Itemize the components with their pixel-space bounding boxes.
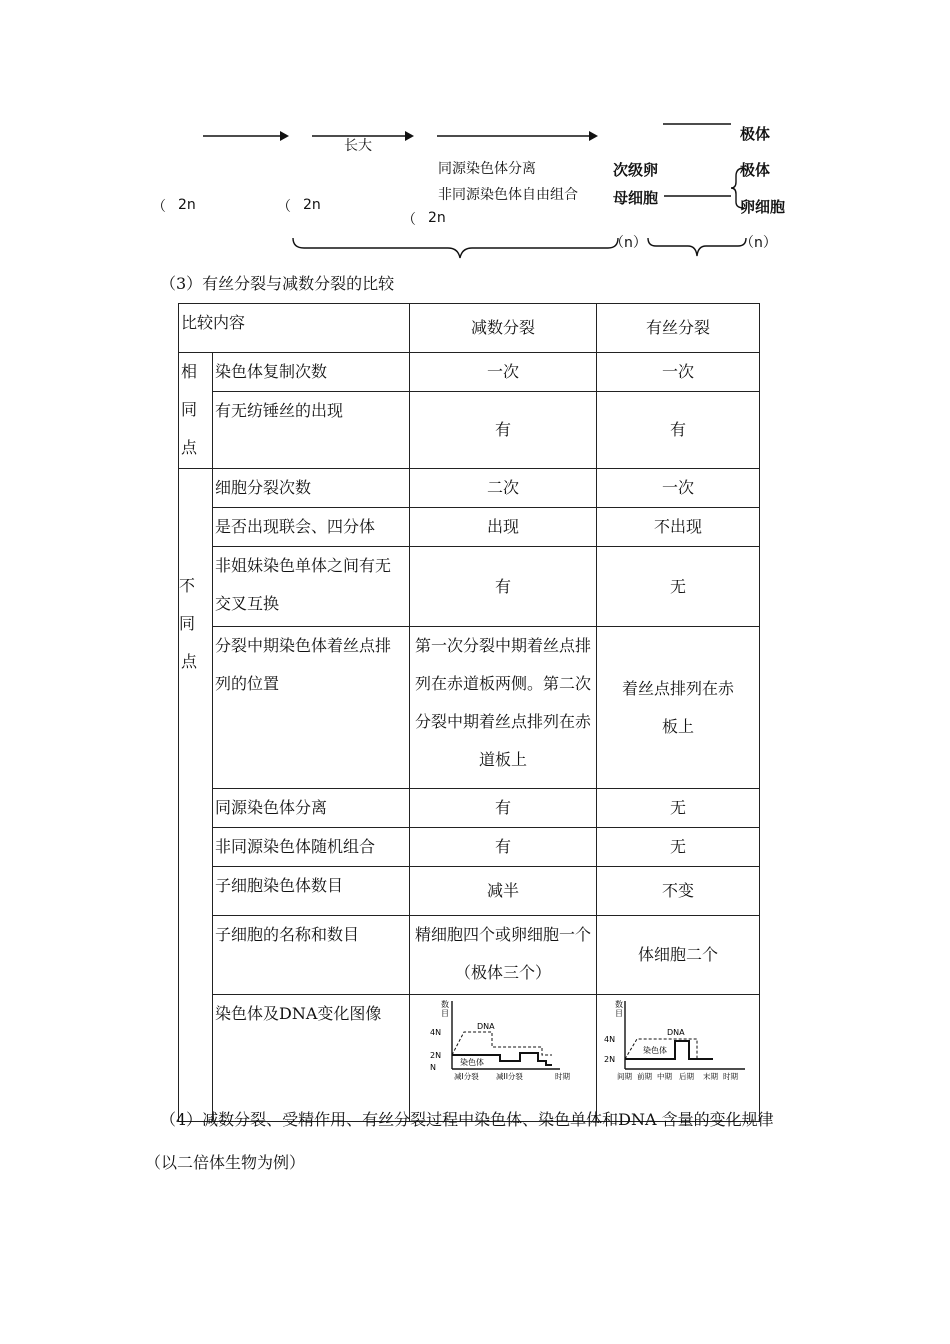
- label-polar-body-top: 极体: [740, 125, 771, 143]
- dna-series-line: [625, 1039, 713, 1059]
- row-meiosis-line3: 分裂中期着丝点排列在赤: [415, 712, 592, 731]
- label-grow: 长大: [344, 138, 372, 154]
- row-mitosis: 有: [597, 392, 760, 469]
- table-row: [179, 392, 760, 469]
- y-axis-label: 目: [615, 1009, 624, 1018]
- group-same: [179, 353, 213, 469]
- row-mitosis: 不变: [597, 867, 760, 916]
- diagram-lines: [0, 0, 950, 270]
- row-item: [213, 547, 410, 627]
- row-mitosis: 不出现: [597, 508, 760, 547]
- brace-bottom-left: [293, 238, 618, 258]
- group-diff-1: 不同: [179, 576, 196, 633]
- row-meiosis-line2: （极体三个）: [455, 963, 552, 982]
- mitosis-chart-cell: [597, 995, 760, 1122]
- row-meiosis: 一次: [410, 353, 597, 392]
- x-tick-label: 时期: [555, 1072, 571, 1081]
- y-tick-label: 4N: [604, 1035, 616, 1044]
- row-meiosis: [410, 916, 597, 995]
- chromosome-series-label: 染色体: [460, 1058, 485, 1067]
- arrowhead-2: [405, 131, 414, 141]
- table-row: [179, 547, 760, 627]
- x-tick-label: 减II分裂: [496, 1072, 523, 1081]
- dna-series-label: DNA: [477, 1022, 495, 1031]
- row-meiosis: 出现: [410, 508, 597, 547]
- ploidy-b: 2n: [303, 197, 321, 213]
- group-same-3: 点: [181, 438, 198, 457]
- ploidy-a: 2n: [178, 197, 196, 213]
- row-mitosis: 体细胞二个: [597, 916, 760, 995]
- table-row: [179, 508, 760, 547]
- row-meiosis: 有: [410, 789, 597, 828]
- row-item: 非同源染色体随机组合: [213, 828, 410, 867]
- row-item-line2: 列的位置: [215, 674, 280, 693]
- row-item: 染色体复制次数: [213, 353, 410, 392]
- table-row: [179, 789, 760, 828]
- x-tick-label: 时期: [723, 1072, 739, 1081]
- ploidy-n2: （n）: [740, 235, 777, 251]
- y-axis-label: 数: [615, 1000, 624, 1009]
- row-mitosis: 无: [597, 789, 760, 828]
- row-meiosis-line1: 精细胞四个或卵细胞一个: [415, 925, 592, 944]
- x-tick-label: 减I分裂: [454, 1072, 479, 1081]
- row-item: 子细胞染色体数目: [213, 867, 410, 916]
- label-polar-body-mid: 极体: [740, 161, 771, 179]
- row-meiosis: 有: [410, 547, 597, 627]
- header-compare: 比较内容: [179, 304, 410, 353]
- row-meiosis-line1: 第一次分裂中期着丝点排: [415, 636, 592, 655]
- row-meiosis: 有: [410, 392, 597, 469]
- y-axis-label: 数: [441, 1000, 450, 1009]
- x-tick-label: 后期: [679, 1072, 695, 1081]
- mitosis-chart: [597, 995, 760, 1107]
- table-row: [179, 828, 760, 867]
- group-same-1: 相: [181, 362, 198, 381]
- x-tick-label: 前期: [637, 1072, 653, 1081]
- section3-heading: （3）有丝分裂与减数分裂的比较: [160, 274, 395, 293]
- label-egg-cell: 卵细胞: [740, 198, 786, 216]
- y-tick-label: N: [430, 1063, 436, 1072]
- paren-a: （: [152, 199, 166, 215]
- y-tick-label: 2N: [430, 1051, 442, 1060]
- table-header-row: [179, 304, 760, 353]
- row-item: 染色体及DNA变化图像: [213, 995, 410, 1122]
- row-meiosis: 减半: [410, 867, 597, 916]
- row-item-line1: 非姐妹染色单体之间有无: [215, 556, 392, 575]
- row-item: [213, 627, 410, 789]
- group-same-2: 同: [181, 400, 198, 419]
- section4-line1: （4）减数分裂、受精作用、有丝分裂过程中染色体、染色单体和DNA 含量的变化规律: [160, 1110, 774, 1129]
- x-tick-label: 末期: [703, 1072, 719, 1081]
- arrowhead-1: [280, 131, 289, 141]
- paren-b: （: [277, 199, 291, 215]
- row-mitosis: 无: [597, 547, 760, 627]
- chromosome-series-line: [625, 1041, 713, 1059]
- row-item: 是否出现联会、四分体: [213, 508, 410, 547]
- row-meiosis: 二次: [410, 469, 597, 508]
- paren-c: （: [402, 212, 416, 228]
- label-secondary-oocyte-2: 母细胞: [613, 189, 659, 207]
- row-mitosis: [597, 627, 760, 789]
- group-diff-2: 点: [181, 652, 198, 671]
- group-diff: [179, 469, 213, 1122]
- row-mitosis-line1: 着丝点排列在赤: [622, 678, 735, 698]
- label-secondary-oocyte-1: 次级卵: [613, 161, 659, 179]
- section4-line2: （以二倍体生物为例）: [145, 1153, 306, 1172]
- y-tick-label: 4N: [430, 1028, 442, 1037]
- y-tick-label: 2N: [604, 1055, 616, 1064]
- ploidy-n1: （n）: [610, 235, 647, 251]
- row-item: 子细胞的名称和数目: [213, 916, 410, 995]
- x-tick-label: 中期: [657, 1072, 673, 1081]
- arrowhead-3: [589, 131, 598, 141]
- row-item-line1: 分裂中期染色体着丝点排: [215, 636, 392, 655]
- header-mitosis: 有丝分裂: [597, 304, 760, 353]
- label-homologous-separation: 同源染色体分离: [438, 161, 536, 177]
- dna-series-line: [452, 1032, 552, 1055]
- x-tick-label: 间期: [617, 1072, 633, 1081]
- table-row: [179, 916, 760, 995]
- row-meiosis: [410, 627, 597, 789]
- table-row: [179, 627, 760, 789]
- row-item: 同源染色体分离: [213, 789, 410, 828]
- table-row: [179, 469, 760, 508]
- meiosis-chart: [410, 995, 597, 1107]
- label-free-combination: 非同源染色体自由组合: [438, 187, 578, 203]
- y-axis-label: 目: [441, 1009, 450, 1018]
- row-item: 有无纺锤丝的出现: [213, 392, 410, 469]
- row-item-line2: 交叉互换: [215, 594, 280, 613]
- row-meiosis-line4: 道板上: [479, 750, 528, 769]
- brace-bottom-right: [648, 238, 746, 256]
- dna-series-label: DNA: [667, 1028, 685, 1037]
- meiosis-chart-cell: [410, 995, 597, 1122]
- row-mitosis-line2: 板上: [662, 716, 695, 736]
- row-mitosis: 一次: [597, 353, 760, 392]
- row-meiosis: 有: [410, 828, 597, 867]
- ploidy-c: 2n: [428, 210, 446, 226]
- row-item: 细胞分裂次数: [213, 469, 410, 508]
- table-row: [179, 353, 760, 392]
- comparison-table: [178, 303, 760, 1122]
- row-mitosis: 无: [597, 828, 760, 867]
- row-mitosis: 一次: [597, 469, 760, 508]
- row-meiosis-line2: 列在赤道板两侧。第二次: [415, 674, 592, 693]
- chromosome-series-label: 染色体: [643, 1046, 668, 1055]
- table-row: [179, 995, 760, 1122]
- header-meiosis: 减数分裂: [410, 304, 597, 353]
- table-row: [179, 867, 760, 916]
